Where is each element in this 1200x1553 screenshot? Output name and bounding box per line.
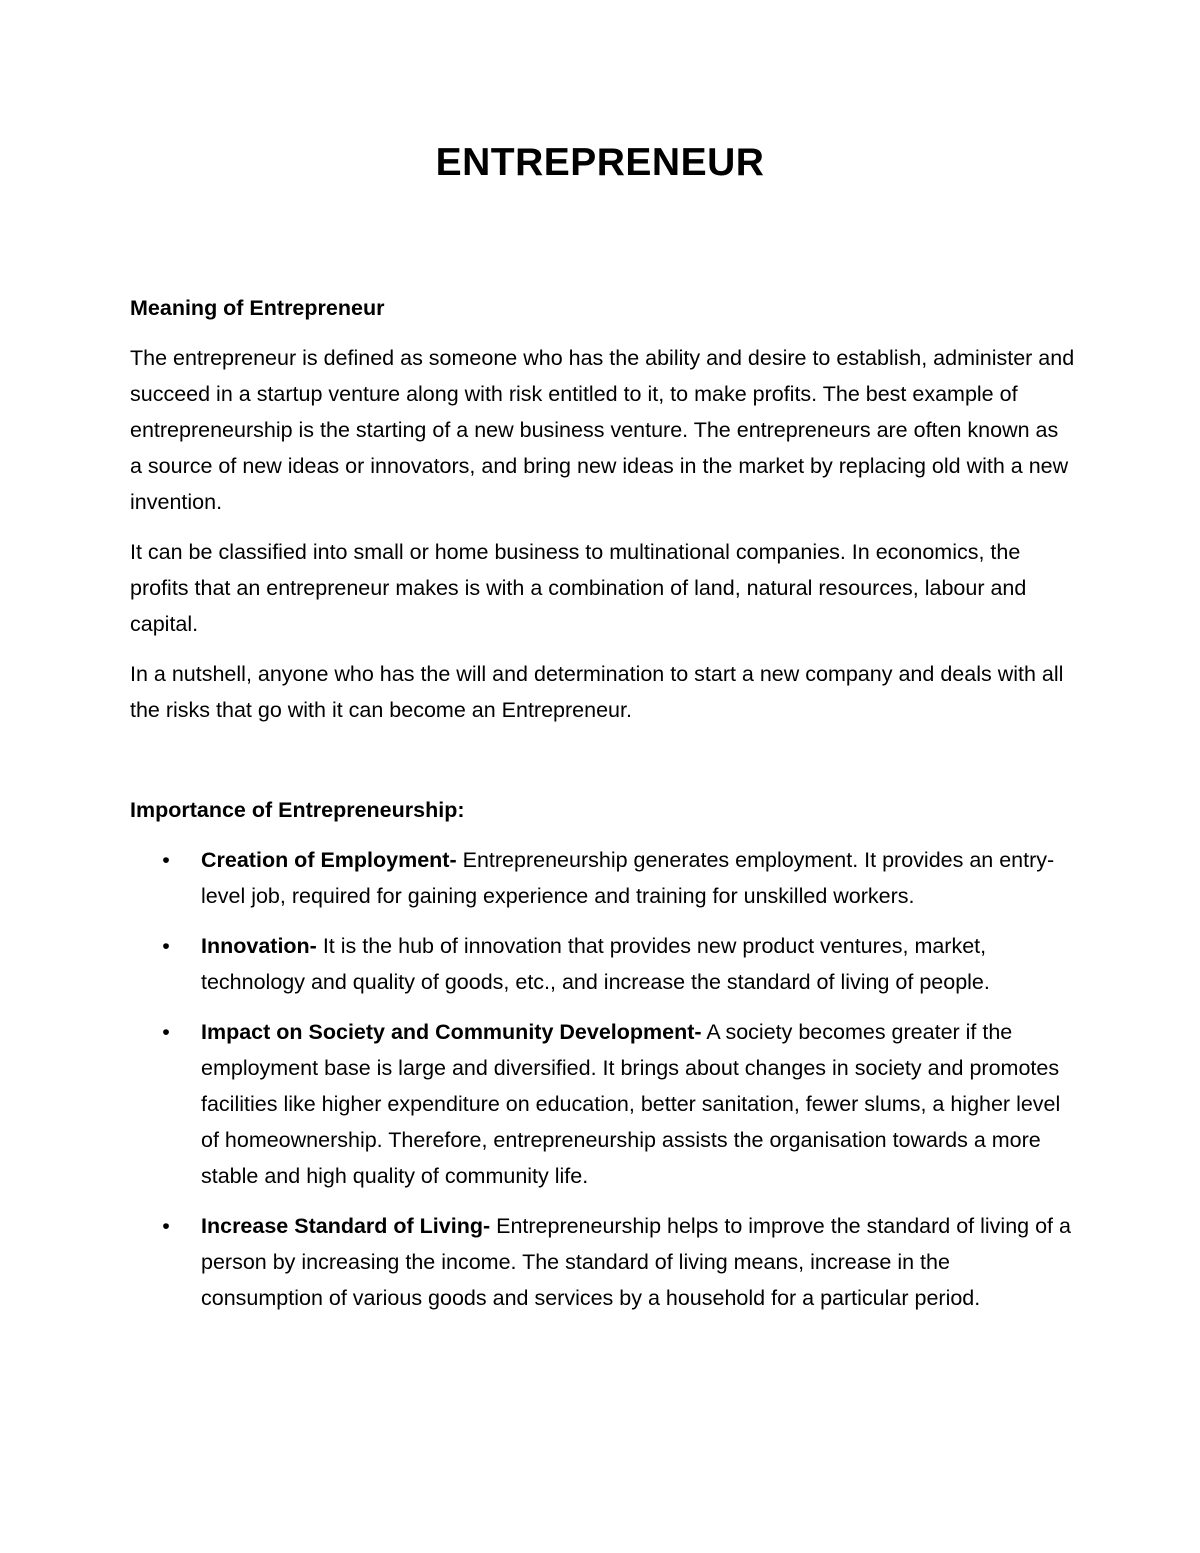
bullet-term: Creation of Employment- (201, 848, 457, 872)
importance-heading: Importance of Entrepreneurship: (130, 798, 465, 822)
bullet-text: Entrepreneurship generates employment. It provides an entry-level job, required for gaining experience and training for unskilled workers. (201, 848, 1055, 908)
bullet-term: Innovation- (201, 934, 317, 958)
bullet-icon: • (162, 934, 170, 958)
bullet-icon: • (162, 1214, 170, 1238)
bullet-text: It is the hub of innovation that provides new product ventures, market, technology and quality of goods, etc., and increase the standard of living of people. (201, 934, 990, 994)
meaning-heading: Meaning of Entrepreneur (130, 296, 385, 320)
bullet-icon: • (162, 848, 170, 872)
list-item-creation-of-employment (130, 842, 1075, 914)
importance-list (130, 842, 1075, 1316)
bullet-text: A society becomes greater if the employment base is large and diversified. It brings about changes in society and promotes facilities like higher expenditure on education, better sanitation, fewer slums, a higher level of homeownership. Therefore, entrepreneurship assists the organisation towards a more stable and high quality of community life. (201, 1020, 1061, 1188)
document-body (130, 290, 1075, 1330)
bullet-term: Impact on Society and Community Development- (201, 1020, 702, 1044)
document-title: ENTREPRENEUR (435, 141, 765, 184)
bullet-text: Entrepreneurship helps to improve the standard of living of a person by increasing the income. The standard of living means, increase in the consumption of various goods and services by a household for a particular period. (201, 1214, 1071, 1310)
meaning-paragraph-2: It can be classified into small or home business to multinational companies. In economics, the profits that an entrepreneur makes is with a combination of land, natural resources, labour and capital. (130, 540, 1027, 636)
meaning-paragraph-1: The entrepreneur is defined as someone who has the ability and desire to establish, administer and succeed in a startup venture along with risk entitled to it, to make profits. The best example of entrepreneurship is the starting of a new business venture. The entrepreneurs are often known as a source of new ideas or innovators, and bring new ideas in the market by replacing old with a new invention. (130, 346, 1075, 514)
bullet-icon: • (162, 1020, 170, 1044)
list-item-impact-on-society (130, 1014, 1075, 1194)
bullet-term: Increase Standard of Living- (201, 1214, 491, 1238)
list-item-innovation (130, 928, 1075, 1000)
list-item-increase-standard-of-living (130, 1208, 1075, 1316)
meaning-paragraph-3: In a nutshell, anyone who has the will and determination to start a new company and deals with all the risks that go with it can become an Entrepreneur. (130, 662, 1064, 722)
